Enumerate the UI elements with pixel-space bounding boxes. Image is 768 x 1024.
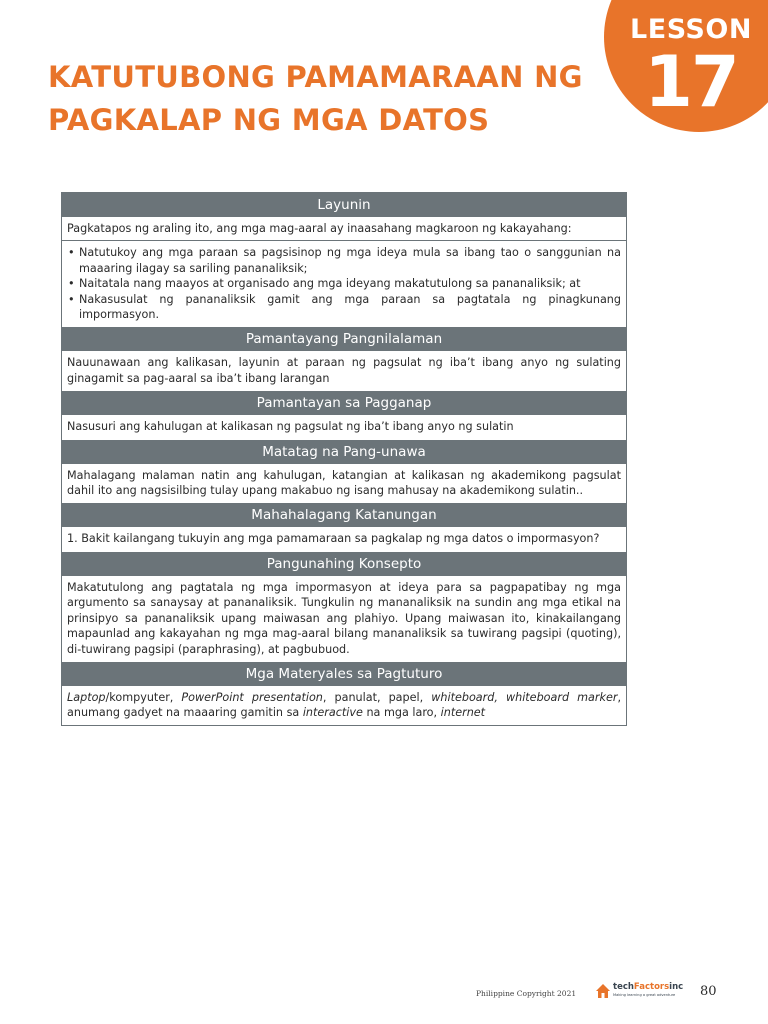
logo-wordmark [613,982,683,992]
copyright-notice: Philippine Copyright 2021 [476,989,577,998]
materyales-part: whiteboard, whiteboard marker [431,690,618,704]
layunin-intro: Pagkatapos ng araling ito, ang mga mag-aaral ay inaasahang magkaroon ng kakayahang: [67,222,572,235]
materyales-part: na mga laro, [362,706,441,720]
section-heading-pangunawa: Matatag na Pang-unawa [62,439,626,464]
section-heading-katanungan: Mahahalagang Katanungan [62,502,626,527]
materyales-part: Laptop [67,690,106,704]
logo-wordmark-part: inc [669,982,684,992]
list-item: • Nakasusulat ng pananaliksik gamit ang mga paraan sa pagtatala ng pinagkunang impormasyon. [67,292,621,323]
section-heading-konsepto: Pangunahing Konsepto [62,551,626,576]
lesson-badge-number: 17 [644,41,738,123]
house-logo-icon [595,983,611,999]
lesson-badge-label: LESSON [630,14,752,45]
section-heading-pangnilalaman: Pamantayang Pangnilalaman [62,326,626,351]
publisher-logo [595,981,684,1001]
materyales-part: internet [440,706,486,720]
konsepto-text: Makatutulong ang pagtatala ng mga impormasyon at ideya para sa pagpapatibay ng mga argumento sa sanaysay at pananaliksik. Tungkulin ng mananaliksik na sundin ang mga etikal na prinsipyo sa pananaliksik upang maiwasan ang plahiyo. Upang maiwasan ito, kinakailangang mapaunlad ang kakayahan ng mga mag-aaral bilang mananaliksik sa tuwirang pagsipi (quoting), di-tuwirang pagsipi (paraphrasing), at pagbubuod. [67,580,621,656]
logo-wordmark-part: Factors [633,982,670,992]
objectives-list [67,245,621,322]
materyales-part: , anumang gadyet na maaaring gamitin sa [67,690,621,720]
section-heading-materyales: Mga Materyales sa Pagtuturo [62,661,626,686]
materyales-part: PowerPoint presentation [181,690,323,704]
layunin-objectives [62,240,626,326]
materyales-part: , panulat, papel, [322,690,432,704]
list-item: • Naitatala nang maayos at organisado ang mga ideyang makatutulong sa pananaliksik; at [67,276,621,291]
logo-wordmark-part: tech [613,982,634,992]
materyales-part: /kompyuter, [105,690,182,704]
materyales-part: interactive [302,706,363,720]
section-heading-layunin: Layunin [62,193,626,217]
list-item: • Natutukoy ang mga paraan sa pagsisinop ng mga ideya mula sa ibang tao o sanggunian na maaaring ilagay sa sariling pananaliksik; [67,245,621,276]
pagganap-text: Nasusuri ang kahulugan at kalikasan ng pagsulat ng iba’t ibang anyo ng sulatin [67,420,514,434]
page-number: 80 [700,984,717,999]
logo-tagline: Making learning a great adventure [613,993,676,997]
lesson-table [61,192,627,726]
materyales-text [62,686,626,725]
katanungan-text: 1. Bakit kailangang tukuyin ang mga pamamaraan sa pagkalap ng mga datos o impormasyon? [67,532,600,546]
pangnilalaman-text: Nauunawaan ang kalikasan, layunin at paraan ng pagsulat ng iba’t ibang anyo ng sulating ginagamit sa pag-aaral sa iba’t ibang larangan [67,356,621,385]
pangunawa-text: Mahalagang malaman natin ang kahulugan, katangian at kalikasan ng akademikong pagsulat dahil ito ang nagsisilbing tulay upang makabuo ng isang mahusay na akademikong sulatin.. [67,468,621,498]
section-heading-pagganap: Pamantayan sa Pagganap [62,390,626,415]
page-title: KATUTUBONG PAMAMARAAN NG PAGKALAP NG MGA DATOS [48,60,583,137]
